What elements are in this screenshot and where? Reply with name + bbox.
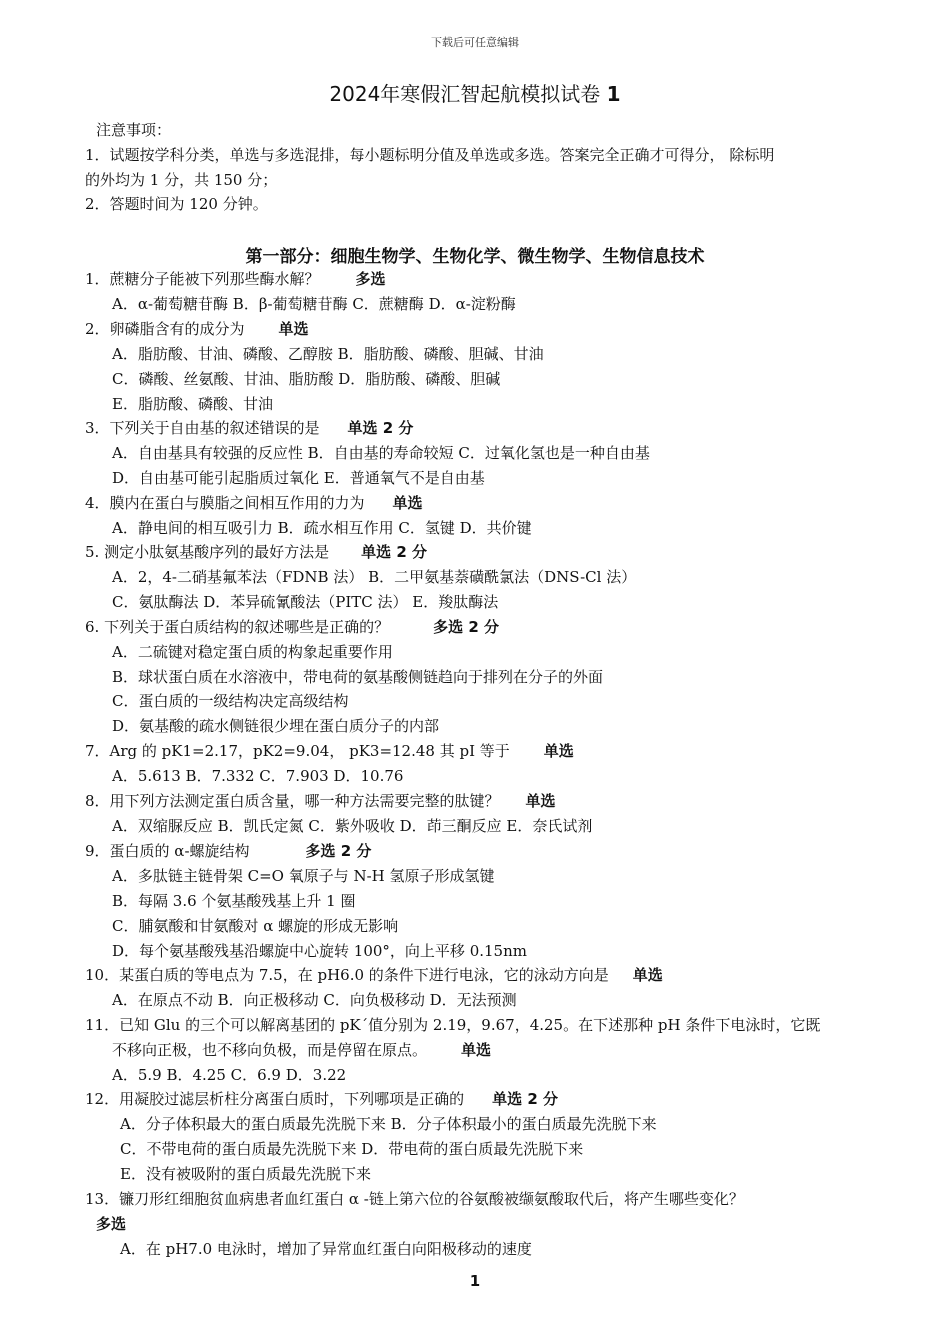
question-type-tag: 多选 2 分 — [305, 842, 372, 860]
question-stem: 1．蔗糖分子能被下列那些酶水解？ — [85, 270, 320, 288]
question-type-tag: 单选 2 分 — [361, 543, 427, 561]
question-3-option-row: D．自由基可能引起脂质过氧化 E．普通氧气不是自由基 — [112, 469, 485, 487]
question-6 — [85, 617, 499, 637]
question-7 — [85, 741, 574, 761]
question-stem: 8．用下列方法测定蛋白质含量，哪一种方法需要完整的肽键？ — [85, 792, 500, 810]
question-12-option-row: C．不带电荷的蛋白质最先洗脱下来 D．带电荷的蛋白质最先洗脱下来 — [120, 1140, 584, 1158]
question-type-tag: 单选 — [392, 494, 423, 512]
question-6-option: D．氨基酸的疏水侧链很少埋在蛋白质分子的内部 — [112, 717, 440, 735]
question-4 — [85, 493, 423, 513]
question-4-options: A．静电间的相互吸引力 B．疏水相互作用 C．氢键 D．共价键 — [112, 519, 532, 537]
question-7-options: A．5.613 B．7.332 C．7.903 D．10.76 — [112, 767, 404, 785]
notice-line-1: 1．试题按学科分类，单选与多选混排，每小题标明分值及单选或多选。答案完全正确才可得分， 除标明 — [85, 146, 775, 164]
question-stem: 9．蛋白质的 α-螺旋结构 — [85, 842, 250, 860]
question-13-option: A．在 pH7.0 电泳时，增加了异常血红蛋白向阳极移动的速度 — [120, 1240, 532, 1258]
question-stem: 6. 下列关于蛋白质结构的叙述哪些是正确的？ — [85, 618, 390, 636]
question-9-option: A．多肽链主链骨架 C=O 氧原子与 N-H 氢原子形成氢键 — [112, 867, 495, 885]
question-1-options: A．α-葡萄糖苷酶 B．β-葡萄糖苷酶 C．蔗糖酶 D．α-淀粉酶 — [112, 295, 516, 313]
question-stem: 4．膜内在蛋白与膜脂之间相互作用的力为 — [85, 494, 365, 512]
question-3-option-row: A．自由基具有较强的反应性 B．自由基的寿命较短 C．过氧化氢也是一种自由基 — [112, 444, 650, 462]
question-stem: 不移向正极，也不移向负极，而是停留在原点。 — [112, 1041, 428, 1059]
question-6-option: A．二硫键对稳定蛋白质的构象起重要作用 — [112, 643, 393, 661]
question-type-tag: 单选 — [525, 792, 556, 810]
question-5-option-row: A．2，4-二硝基氟苯法（FDNB 法） B．二甲氨基萘磺酰氯法（DNS-Cl 法） — [112, 568, 637, 586]
question-type-tag: 单选 — [278, 320, 309, 338]
question-12 — [85, 1089, 558, 1109]
question-11-options: A．5.9 B．4.25 C．6.9 D．3.22 — [112, 1066, 347, 1084]
question-10-options: A．在原点不动 B．向正极移动 C．向负极移动 D．无法预测 — [112, 991, 517, 1009]
section-heading: 第一部分：细胞生物学、生物化学、微生物学、生物信息技术 — [245, 247, 705, 267]
notice-line-2: 的外均为 1 分，共 150 分； — [85, 171, 278, 189]
question-11-continued — [112, 1040, 491, 1060]
question-9 — [85, 841, 371, 861]
question-8-options: A．双缩脲反应 B．凯氏定氮 C．紫外吸收 D．茚三酮反应 E．奈氏试剂 — [112, 817, 593, 835]
question-2-option-row: C．磷酸、丝氨酸、甘油、脂肪酸 D．脂肪酸、磷酸、胆碱 — [112, 370, 501, 388]
question-9-option: C．脯氨酸和甘氨酸对 α 螺旋的形成无影响 — [112, 917, 399, 935]
question-2 — [85, 319, 309, 339]
question-stem: 10．某蛋白质的等电点为 7.5，在 pH6.0 的条件下进行电泳，它的泳动方向是 — [85, 966, 609, 984]
question-6-option: C．蛋白质的一级结构决定高级结构 — [112, 692, 349, 710]
question-stem: 12．用凝胶过滤层析柱分离蛋白质时，下列哪项是正确的 — [85, 1090, 465, 1108]
question-12-option-row: E．没有被吸附的蛋白质最先洗脱下来 — [120, 1165, 371, 1183]
question-5-option-row: C．氨肽酶法 D．苯异硫氰酸法（PITC 法） E．羧肽酶法 — [112, 593, 499, 611]
question-type-tag: 多选 2 分 — [433, 618, 499, 636]
question-type-tag: 单选 — [543, 742, 574, 760]
question-9-option: D．每个氨基酸残基沿螺旋中心旋转 100°，向上平移 0.15nm — [112, 942, 527, 960]
title-text: 2024年寒假汇智起航模拟试卷 — [329, 82, 601, 106]
question-11: 11．已知 Glu 的三个可以解离基团的 pK´值分别为 2.19，9.67，4.25。在下述那种 pH 条件下电泳时，它既 — [85, 1016, 821, 1034]
notice-heading: 注意事项： — [96, 121, 172, 139]
question-3 — [85, 418, 413, 438]
question-2-option-row: A．脂肪酸、甘油、磷酸、乙醇胺 B．脂肪酸、磷酸、胆碱、甘油 — [112, 345, 544, 363]
question-stem: 7．Arg 的 pK1=2.17，pK2=9.04， pK3=12.48 其 pI 等于 — [85, 742, 510, 760]
question-type-tag: 单选 2 分 — [347, 419, 414, 437]
question-9-option: B．每隔 3.6 个氨基酸残基上升 1 圈 — [112, 892, 356, 910]
question-type-tag: 单选 — [632, 966, 663, 984]
question-stem: 3．下列关于自由基的叙述错误的是 — [85, 419, 320, 437]
question-12-option-row: A．分子体积最大的蛋白质最先洗脱下来 B．分子体积最小的蛋白质最先洗脱下来 — [120, 1115, 657, 1133]
question-5 — [85, 542, 427, 562]
question-type-tag: 单选 — [461, 1041, 492, 1059]
question-type-tag: 单选 2 分 — [492, 1090, 558, 1108]
question-6-option: B．球状蛋白质在水溶液中，带电荷的氨基酸侧链趋向于排列在分子的外面 — [112, 668, 604, 686]
question-1 — [85, 269, 386, 289]
question-stem: 5. 测定小肽氨基酸序列的最好方法是 — [85, 543, 330, 561]
question-type-tag: 多选 — [355, 270, 386, 288]
page-number: 1 — [469, 1272, 481, 1290]
notice-line-3: 2．答题时间为 120 分钟。 — [85, 195, 268, 213]
page-title — [0, 78, 950, 107]
question-10 — [85, 965, 663, 985]
question-stem: 2．卵磷脂含有的成分为 — [85, 320, 245, 338]
question-13: 13．镰刀形红细胞贫血病患者血红蛋白 α -链上第六位的谷氨酸被缬氨酸取代后，将产生哪些变化？ — [85, 1190, 744, 1208]
question-2-option-row: E．脂肪酸、磷酸、甘油 — [112, 395, 273, 413]
question-8 — [85, 791, 556, 811]
question-type-tag: 多选 — [96, 1215, 127, 1233]
page-header: 下载后可任意编辑 — [431, 36, 519, 49]
title-number: 1 — [606, 82, 621, 106]
